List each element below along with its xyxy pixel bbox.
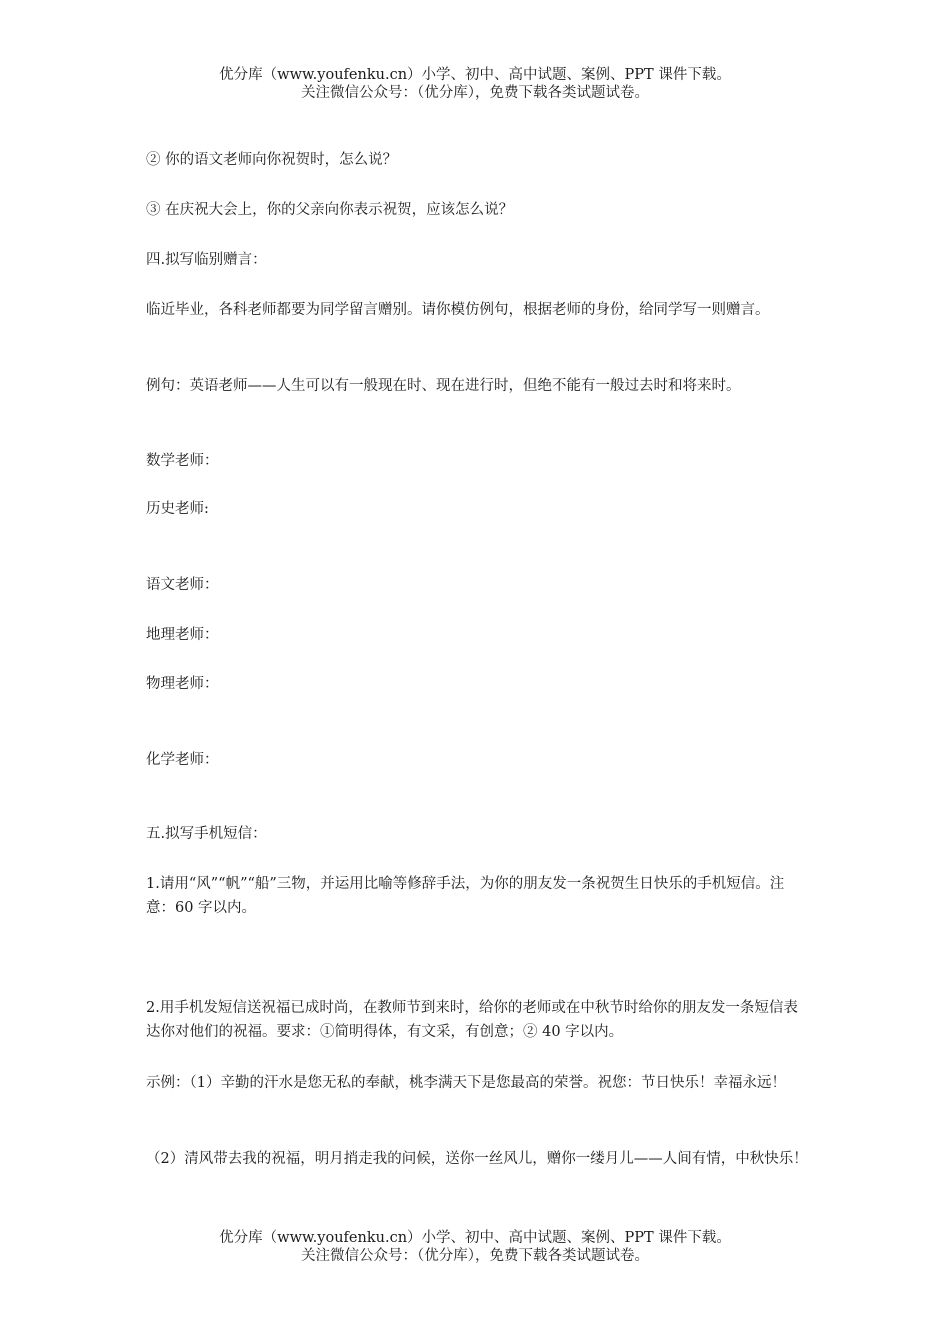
teacher-chemistry-prompt: 化学老师： bbox=[146, 752, 219, 768]
teacher-geography-prompt: 地理老师： bbox=[146, 627, 219, 643]
teacher-math-prompt: 数学老师： bbox=[146, 453, 219, 469]
page-footer bbox=[0, 1229, 950, 1265]
section-4-title: 四.拟写临别赠言： bbox=[146, 252, 267, 268]
page-header bbox=[0, 66, 950, 102]
section-4-intro: 临近毕业，各科老师都要为同学留言赠别。请你模仿例句，根据老师的身份，给同学写一则赠言。 bbox=[146, 302, 770, 318]
question-3: ③ 在庆祝大会上，你的父亲向你表示祝贺，应该怎么说？ bbox=[146, 202, 514, 218]
section-4-example: 例句：英语老师——人生可以有一般现在时、现在进行时，但绝不能有一般过去时和将来时。 bbox=[146, 378, 741, 394]
header-line-1: 优分库（www.youfenku.cn）小学、初中、高中试题、案例、PPT 课件下载。 bbox=[219, 67, 731, 83]
footer-line-1: 优分库（www.youfenku.cn）小学、初中、高中试题、案例、PPT 课件下载。 bbox=[219, 1230, 731, 1246]
teacher-history-prompt: 历史老师: bbox=[146, 501, 209, 517]
section-5-question-2: 2.用手机发短信送祝福已成时尚，在教师节到来时，给你的老师或在中秋节时给你的朋友发一条短信表达你对他们的祝福。要求：①简明得体，有文采，有创意；② 40 字以内。 bbox=[146, 1000, 798, 1040]
teacher-physics-prompt: 物理老师： bbox=[146, 676, 219, 692]
section-5-question-1: 1.请用“风”“帆”“船”三物，并运用比喻等修辞手法，为你的朋友发一条祝贺生日快乐的手机短信。注意：60 字以内。 bbox=[146, 876, 785, 916]
footer-line-2: 关注微信公众号：（优分库），免费下载各类试题试卷。 bbox=[301, 1248, 649, 1264]
header-line-2: 关注微信公众号：（优分库），免费下载各类试题试卷。 bbox=[301, 85, 649, 101]
teacher-chinese-prompt: 语文老师： bbox=[146, 577, 219, 593]
section-5-example-1: 示例：（1）辛勤的汗水是您无私的奉献，桃李满天下是您最高的荣誉。祝您：节日快乐！幸福永远！ bbox=[146, 1075, 786, 1091]
section-5-title: 五.拟写手机短信： bbox=[146, 826, 267, 842]
section-5-example-2: （2）清风带去我的祝福，明月捎走我的问候，送你一丝风儿，赠你一缕月儿——人间有情，中秋快乐！ bbox=[146, 1151, 808, 1167]
question-2: ② 你的语文老师向你祝贺时，怎么说？ bbox=[146, 152, 398, 168]
